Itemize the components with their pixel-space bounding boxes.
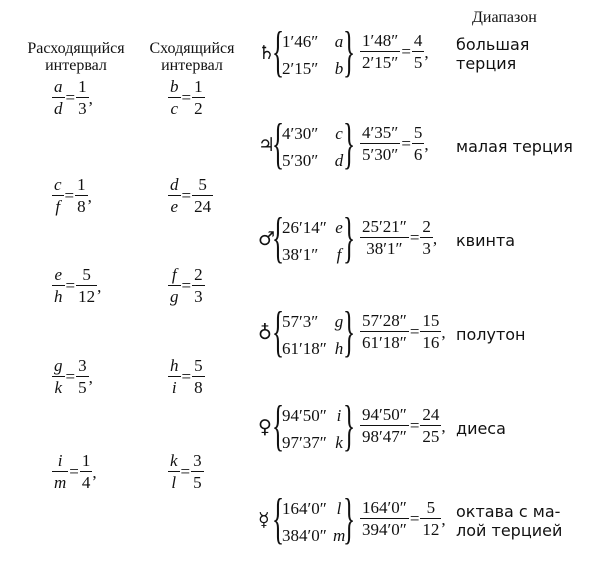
ratio-numerator: 24 xyxy=(422,405,440,424)
equals-sign: = xyxy=(409,508,420,528)
perihelion-letter: m xyxy=(333,526,346,545)
fraction-bar xyxy=(420,518,441,519)
ratio-denominator: 5 xyxy=(413,53,423,72)
letter-denominator: f xyxy=(55,197,61,216)
value-fraction xyxy=(76,78,89,117)
perihelion-value: 38′1″ xyxy=(282,245,319,264)
equals-sign: = xyxy=(409,227,420,247)
equals-sign: = xyxy=(181,275,192,295)
ratio-numerator: 2 xyxy=(422,217,431,236)
planet-values xyxy=(282,33,322,77)
convergent-ratio-4 xyxy=(168,357,205,396)
arc-numerator: 164′0″ xyxy=(362,498,407,517)
letter-numerator: b xyxy=(170,77,179,96)
interval-ratio xyxy=(360,124,429,163)
interval-ratio xyxy=(360,32,429,71)
fraction-bar xyxy=(420,331,441,332)
fraction-bar xyxy=(76,376,89,377)
letter-numerator: g xyxy=(54,356,63,375)
arc-denominator: 5′30″ xyxy=(362,145,399,164)
fraction-bar xyxy=(360,143,400,144)
right-brace: } xyxy=(343,207,356,269)
letter-numerator: c xyxy=(54,175,62,194)
value-denominator: 24 xyxy=(194,197,212,216)
arc-denominator: 61′18″ xyxy=(362,333,407,352)
letter-numerator: i xyxy=(57,451,63,470)
comma: , xyxy=(87,187,92,206)
earth-icon: ♁ xyxy=(258,322,272,344)
right-brace: } xyxy=(343,488,356,550)
value-fraction xyxy=(76,266,97,305)
fraction-bar xyxy=(52,195,64,196)
arc-fraction xyxy=(360,124,400,163)
value-denominator: 2 xyxy=(194,99,203,118)
ratio-fraction xyxy=(420,406,441,445)
letter-denominator: k xyxy=(54,378,63,397)
planet-row-3 xyxy=(0,207,615,269)
comma: , xyxy=(88,368,93,387)
perihelion-value: 61′18″ xyxy=(282,339,327,358)
header-convergent-line-1: Сходящийся xyxy=(149,40,235,57)
right-brace: } xyxy=(343,113,356,175)
arc-fraction xyxy=(360,32,400,71)
fraction-bar xyxy=(420,237,433,238)
interval-ratio xyxy=(360,218,437,257)
ratio-denominator: 25 xyxy=(422,427,440,446)
fraction-bar xyxy=(75,195,88,196)
letter-numerator: k xyxy=(170,451,178,470)
right-brace: } xyxy=(343,301,356,363)
arc-denominator: 38′1″ xyxy=(366,239,403,258)
aphelion-letter: l xyxy=(336,499,342,518)
ratio-denominator: 3 xyxy=(422,239,431,258)
value-numerator: 1 xyxy=(77,175,86,194)
left-brace: { xyxy=(272,207,285,269)
arc-fraction xyxy=(360,499,409,538)
interval-name-line-1: октава с ма- xyxy=(456,502,561,521)
value-fraction xyxy=(76,357,89,396)
letter-fraction xyxy=(52,452,68,491)
ratio-numerator: 5 xyxy=(413,123,423,142)
interval-name-line-1: диеса xyxy=(456,419,506,438)
left-brace: { xyxy=(272,301,285,363)
right-brace: } xyxy=(343,395,356,457)
fraction-bar xyxy=(412,143,425,144)
comma: , xyxy=(441,417,446,436)
value-fraction xyxy=(191,452,204,491)
equals-sign: = xyxy=(65,366,76,386)
letter-denominator: g xyxy=(170,287,179,306)
fraction-bar xyxy=(76,97,89,98)
fraction-bar xyxy=(192,195,213,196)
value-numerator: 1 xyxy=(81,451,91,470)
fraction-bar xyxy=(52,97,65,98)
perihelion-value: 384′0″ xyxy=(282,526,327,545)
aphelion-value: 164′0″ xyxy=(282,499,327,518)
arc-fraction xyxy=(360,218,409,257)
fraction-bar xyxy=(80,471,93,472)
fraction-bar xyxy=(360,237,409,238)
letter-fraction xyxy=(168,452,180,491)
value-denominator: 5 xyxy=(193,473,202,492)
comma: , xyxy=(441,323,446,342)
planet-values xyxy=(282,406,327,452)
ratio-fraction xyxy=(420,499,441,538)
interval-name xyxy=(456,325,526,344)
value-numerator: 2 xyxy=(194,265,203,284)
fraction-bar xyxy=(168,97,181,98)
planet-values xyxy=(282,218,327,264)
value-fraction xyxy=(80,452,93,491)
value-numerator: 5 xyxy=(198,175,207,194)
comma: , xyxy=(92,463,97,482)
planet-values xyxy=(282,312,327,358)
header-divergent-line-1: Расходящийся xyxy=(27,40,125,57)
value-fraction xyxy=(192,78,205,117)
perihelion-value: 2′15″ xyxy=(282,59,319,78)
fraction-bar xyxy=(360,518,409,519)
letter-denominator: c xyxy=(170,99,179,118)
value-numerator: 3 xyxy=(193,451,202,470)
aphelion-value: 1′46″ xyxy=(282,32,319,51)
value-fraction xyxy=(192,266,205,305)
equals-sign: = xyxy=(401,41,411,61)
ratio-numerator: 15 xyxy=(422,311,440,330)
aphelion-letter: a xyxy=(334,32,344,51)
interval-name-line-2: терция xyxy=(456,54,517,73)
equals-sign: = xyxy=(409,415,420,435)
interval-name-line-2: лой терцией xyxy=(456,521,563,540)
planet-row-1 xyxy=(0,21,615,83)
ratio-fraction xyxy=(412,32,425,71)
interval-name-line-1: квинта xyxy=(456,231,516,250)
fraction-bar xyxy=(360,331,409,332)
fraction-bar xyxy=(52,285,65,286)
comma: , xyxy=(441,510,446,529)
arc-numerator: 1′48″ xyxy=(362,31,399,50)
perihelion-letter: f xyxy=(336,245,342,264)
interval-name-line-1: полутон xyxy=(456,325,526,344)
fraction-bar xyxy=(168,376,181,377)
header-range: Диапазон xyxy=(472,9,537,26)
fraction-bar xyxy=(168,471,180,472)
header-convergent-line-2: интервал xyxy=(161,57,223,74)
value-numerator: 5 xyxy=(82,265,91,284)
letter-fraction xyxy=(52,78,65,117)
perihelion-letter: d xyxy=(334,151,344,170)
value-fraction xyxy=(192,357,205,396)
aphelion-value: 4′30″ xyxy=(282,124,319,143)
interval-name xyxy=(456,35,529,73)
left-brace: { xyxy=(272,113,285,175)
perihelion-value: 97′37″ xyxy=(282,433,327,452)
equals-sign: = xyxy=(181,87,192,107)
letter-denominator: m xyxy=(54,473,67,492)
fraction-bar xyxy=(52,471,68,472)
fraction-bar xyxy=(420,425,441,426)
aphelion-letter: c xyxy=(335,124,343,143)
ratio-denominator: 6 xyxy=(413,145,423,164)
aphelion-value: 94′50″ xyxy=(282,406,327,425)
jupiter-icon: ♃ xyxy=(258,134,276,156)
left-brace: { xyxy=(272,395,285,457)
planet-row-4 xyxy=(0,301,615,363)
interval-ratio xyxy=(360,312,446,351)
header-divergent-line-2: интервал xyxy=(45,57,107,74)
value-denominator: 5 xyxy=(78,378,87,397)
fraction-bar xyxy=(52,376,65,377)
comma: , xyxy=(97,277,102,296)
letter-fraction xyxy=(168,176,181,215)
interval-ratio xyxy=(360,499,446,538)
equals-sign: = xyxy=(69,461,79,481)
value-denominator: 8 xyxy=(194,378,203,397)
comma: , xyxy=(88,89,93,108)
fraction-bar xyxy=(360,425,409,426)
letter-fraction xyxy=(52,266,65,305)
interval-name xyxy=(456,137,573,156)
convergent-ratio-5 xyxy=(168,452,204,491)
arc-denominator: 2′15″ xyxy=(362,53,399,72)
letter-denominator: i xyxy=(171,378,177,397)
venus-icon: ♀ xyxy=(258,416,272,438)
comma: , xyxy=(432,229,438,248)
perihelion-letter: k xyxy=(335,433,343,452)
equals-sign: = xyxy=(181,366,192,386)
equals-sign: = xyxy=(65,87,76,107)
divergent-ratio-5 xyxy=(52,452,97,491)
letter-denominator: e xyxy=(170,197,179,216)
value-numerator: 1 xyxy=(78,77,87,96)
divergent-ratio-4 xyxy=(52,357,93,396)
arc-denominator: 98′47″ xyxy=(362,427,407,446)
arc-denominator: 394′0″ xyxy=(362,520,407,539)
value-denominator: 12 xyxy=(78,287,96,306)
mars-icon: ♂ xyxy=(258,228,276,250)
fraction-bar xyxy=(192,97,205,98)
letter-numerator: h xyxy=(170,356,179,375)
perihelion-letter: h xyxy=(334,339,344,358)
ratio-denominator: 16 xyxy=(422,333,440,352)
interval-name xyxy=(456,502,562,540)
aphelion-value: 26′14″ xyxy=(282,218,327,237)
aphelion-letter: g xyxy=(334,312,344,331)
fraction-bar xyxy=(76,285,97,286)
letter-denominator: l xyxy=(171,473,177,492)
equals-sign: = xyxy=(64,185,75,205)
aphelion-letter: e xyxy=(335,218,343,237)
arc-numerator: 57′28″ xyxy=(362,311,407,330)
letter-fraction xyxy=(52,176,64,215)
value-denominator: 8 xyxy=(77,197,86,216)
aphelion-value: 57′3″ xyxy=(282,312,319,331)
interval-name xyxy=(456,231,515,250)
letter-numerator: f xyxy=(171,265,177,284)
interval-name-line-1: малая терция xyxy=(456,137,573,156)
comma: , xyxy=(424,43,429,62)
saturn-icon: ♄ xyxy=(258,42,276,64)
ratio-fraction xyxy=(420,218,433,257)
equals-sign: = xyxy=(401,133,411,153)
value-fraction xyxy=(75,176,88,215)
value-fraction xyxy=(192,176,213,215)
comma: , xyxy=(424,135,429,154)
equals-sign: = xyxy=(180,461,191,481)
divergent-ratio-2 xyxy=(52,176,92,215)
mercury-icon: ☿ xyxy=(258,509,270,531)
fraction-bar xyxy=(168,285,181,286)
fraction-bar xyxy=(192,285,205,286)
letter-fraction xyxy=(168,357,181,396)
right-brace: } xyxy=(343,21,356,83)
aphelion-letter: i xyxy=(336,406,342,425)
letter-numerator: e xyxy=(54,265,63,284)
fraction-bar xyxy=(360,51,400,52)
equals-sign: = xyxy=(409,321,420,341)
value-numerator: 1 xyxy=(194,77,203,96)
ratio-numerator: 5 xyxy=(426,498,436,517)
convergent-ratio-2 xyxy=(168,176,213,215)
convergent-ratio-3 xyxy=(168,266,205,305)
letter-denominator: d xyxy=(54,99,63,118)
letter-numerator: d xyxy=(170,175,179,194)
equals-sign: = xyxy=(65,275,76,295)
ratio-fraction xyxy=(420,312,441,351)
arc-fraction xyxy=(360,312,409,351)
planet-values xyxy=(282,499,327,545)
value-numerator: 5 xyxy=(194,356,203,375)
arc-numerator: 4′35″ xyxy=(362,123,399,142)
divergent-ratio-1 xyxy=(52,78,93,117)
letter-denominator: h xyxy=(54,287,63,306)
divergent-ratio-3 xyxy=(52,266,101,305)
fraction-bar xyxy=(168,195,181,196)
value-numerator: 3 xyxy=(78,356,87,375)
equals-sign: = xyxy=(181,185,192,205)
ratio-fraction xyxy=(412,124,425,163)
planet-values xyxy=(282,125,322,169)
value-denominator: 3 xyxy=(194,287,203,306)
fraction-bar xyxy=(191,471,204,472)
arc-numerator: 25′21″ xyxy=(362,217,407,236)
planet-row-6 xyxy=(0,488,615,550)
interval-ratio xyxy=(360,406,446,445)
letter-numerator: a xyxy=(54,77,63,96)
letter-fraction xyxy=(52,357,65,396)
left-brace: { xyxy=(272,21,285,83)
planet-row-2 xyxy=(0,113,615,175)
arc-numerator: 94′50″ xyxy=(362,405,407,424)
planet-row-5 xyxy=(0,395,615,457)
value-denominator: 3 xyxy=(78,99,87,118)
interval-name-line-1: большая xyxy=(456,35,530,54)
interval-name xyxy=(456,419,506,438)
ratio-numerator: 4 xyxy=(413,31,423,50)
arc-fraction xyxy=(360,406,409,445)
value-denominator: 4 xyxy=(81,473,91,492)
fraction-bar xyxy=(412,51,425,52)
letter-fraction xyxy=(168,266,181,305)
fraction-bar xyxy=(192,376,205,377)
left-brace: { xyxy=(272,488,285,550)
ratio-denominator: 12 xyxy=(422,520,440,539)
letter-fraction xyxy=(168,78,181,117)
convergent-ratio-1 xyxy=(168,78,205,117)
perihelion-value: 5′30″ xyxy=(282,151,319,170)
perihelion-letter: b xyxy=(334,59,344,78)
